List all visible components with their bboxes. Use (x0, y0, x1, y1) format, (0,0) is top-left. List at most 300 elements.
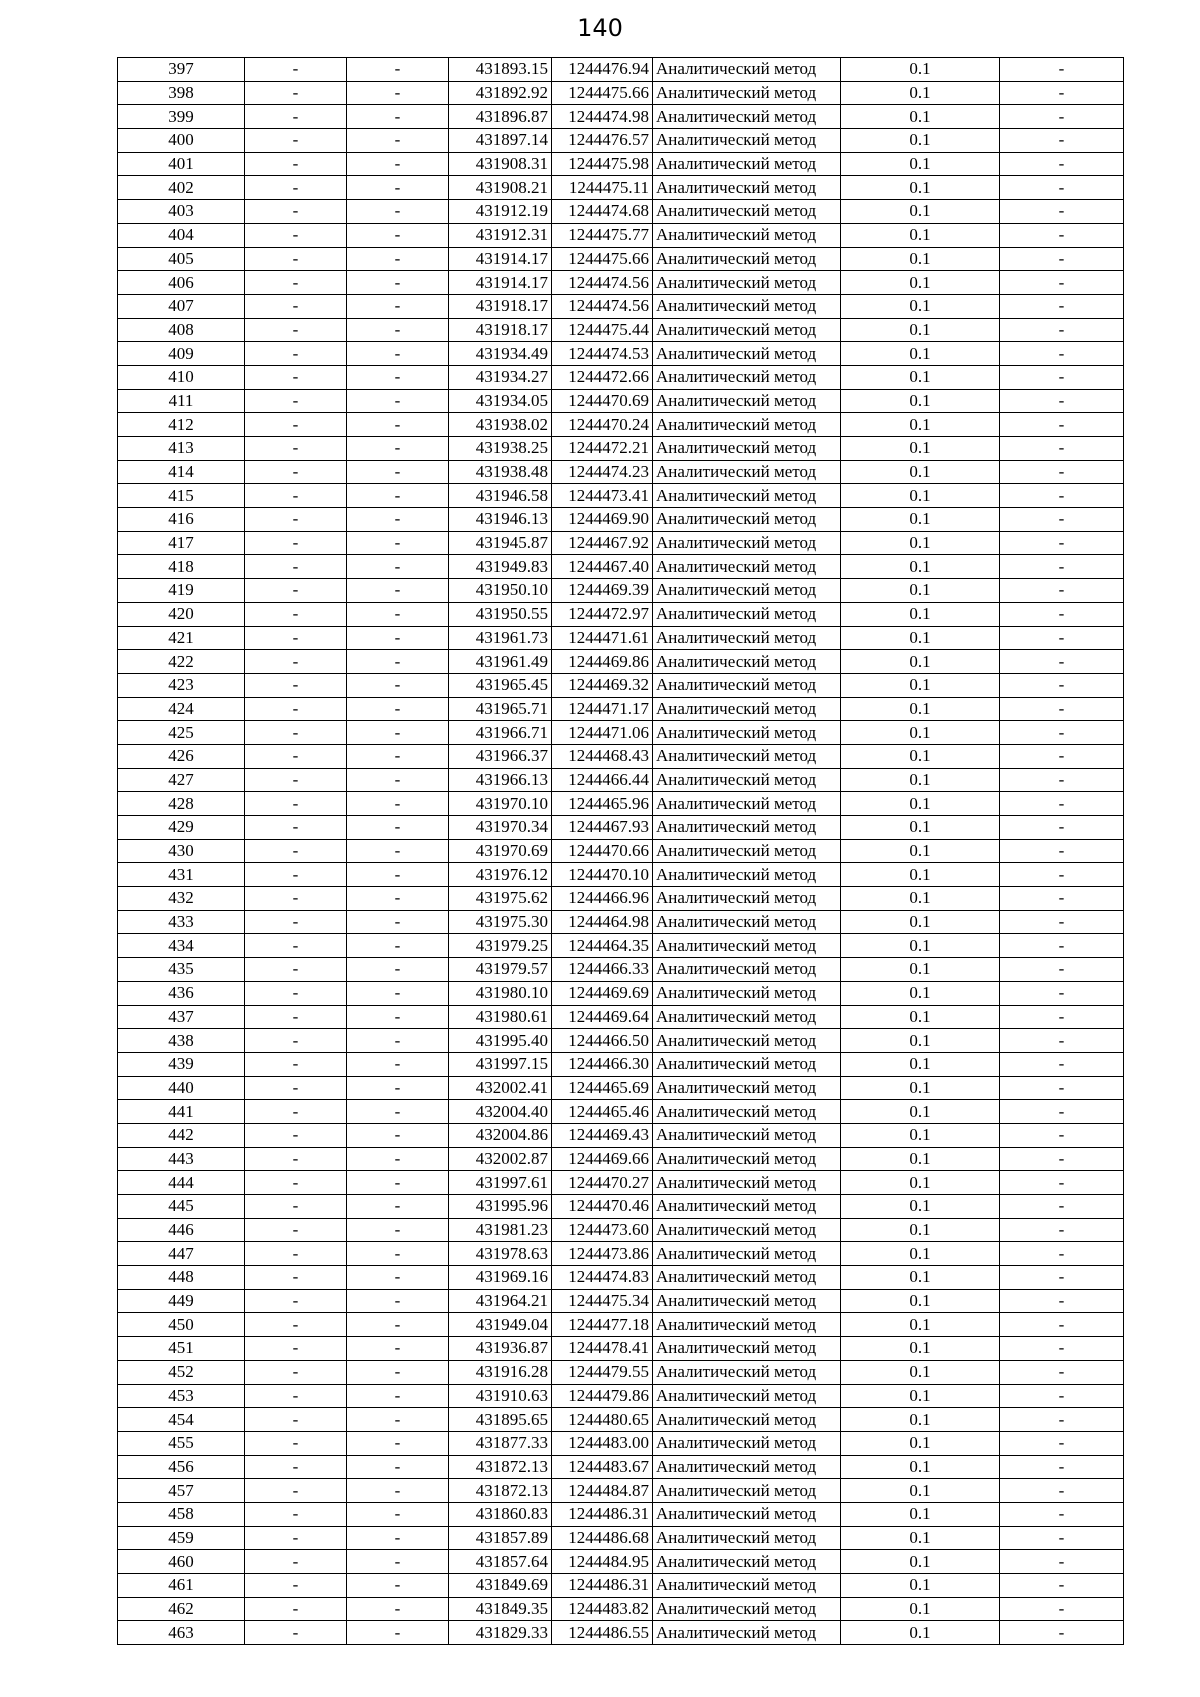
dash-cell: - (1000, 1360, 1124, 1384)
y-coordinate-cell: 1244469.32 (552, 673, 653, 697)
x-coordinate-cell: 431946.13 (449, 508, 552, 532)
y-coordinate-cell: 1244470.69 (552, 389, 653, 413)
x-coordinate-cell: 431970.34 (449, 816, 552, 840)
y-coordinate-cell: 1244465.46 (552, 1100, 653, 1124)
table-row (118, 1621, 1124, 1645)
dash-cell: - (1000, 1147, 1124, 1171)
dash-cell: - (245, 223, 347, 247)
method-cell: Аналитический метод (653, 958, 841, 982)
table-row (118, 1147, 1124, 1171)
point-number-cell: 450 (118, 1313, 245, 1337)
point-number-cell: 451 (118, 1337, 245, 1361)
dash-cell: - (347, 673, 449, 697)
point-number-cell: 427 (118, 768, 245, 792)
dash-cell: - (1000, 1313, 1124, 1337)
dash-cell: - (1000, 910, 1124, 934)
accuracy-cell: 0.1 (841, 437, 1000, 461)
point-number-cell: 417 (118, 531, 245, 555)
x-coordinate-cell: 431950.55 (449, 602, 552, 626)
dash-cell: - (1000, 744, 1124, 768)
y-coordinate-cell: 1244467.40 (552, 555, 653, 579)
y-coordinate-cell: 1244483.67 (552, 1455, 653, 1479)
accuracy-cell: 0.1 (841, 958, 1000, 982)
x-coordinate-cell: 431961.73 (449, 626, 552, 650)
table-row (118, 555, 1124, 579)
dash-cell: - (1000, 1289, 1124, 1313)
dash-cell: - (347, 342, 449, 366)
accuracy-cell: 0.1 (841, 1431, 1000, 1455)
dash-cell: - (347, 200, 449, 224)
table-row (118, 768, 1124, 792)
point-number-cell: 456 (118, 1455, 245, 1479)
y-coordinate-cell: 1244469.43 (552, 1123, 653, 1147)
accuracy-cell: 0.1 (841, 223, 1000, 247)
x-coordinate-cell: 431936.87 (449, 1337, 552, 1361)
dash-cell: - (347, 508, 449, 532)
dash-cell: - (347, 1052, 449, 1076)
method-cell: Аналитический метод (653, 1029, 841, 1053)
point-number-cell: 448 (118, 1266, 245, 1290)
x-coordinate-cell: 431997.15 (449, 1052, 552, 1076)
dash-cell: - (1000, 579, 1124, 603)
dash-cell: - (245, 200, 347, 224)
y-coordinate-cell: 1244484.95 (552, 1550, 653, 1574)
accuracy-cell: 0.1 (841, 152, 1000, 176)
table-row (118, 105, 1124, 129)
x-coordinate-cell: 431995.40 (449, 1029, 552, 1053)
dash-cell: - (1000, 650, 1124, 674)
accuracy-cell: 0.1 (841, 318, 1000, 342)
dash-cell: - (1000, 508, 1124, 532)
point-number-cell: 457 (118, 1479, 245, 1503)
table-row (118, 673, 1124, 697)
table-row (118, 721, 1124, 745)
dash-cell: - (347, 437, 449, 461)
dash-cell: - (347, 697, 449, 721)
y-coordinate-cell: 1244483.82 (552, 1597, 653, 1621)
table-row (118, 508, 1124, 532)
method-cell: Аналитический метод (653, 460, 841, 484)
dash-cell: - (245, 910, 347, 934)
dash-cell: - (347, 1479, 449, 1503)
dash-cell: - (1000, 1574, 1124, 1598)
accuracy-cell: 0.1 (841, 460, 1000, 484)
accuracy-cell: 0.1 (841, 650, 1000, 674)
point-number-cell: 454 (118, 1408, 245, 1432)
x-coordinate-cell: 431892.92 (449, 81, 552, 105)
accuracy-cell: 0.1 (841, 1005, 1000, 1029)
table-row (118, 413, 1124, 437)
x-coordinate-cell: 431961.49 (449, 650, 552, 674)
point-number-cell: 425 (118, 721, 245, 745)
x-coordinate-cell: 431938.48 (449, 460, 552, 484)
x-coordinate-cell: 431980.10 (449, 981, 552, 1005)
accuracy-cell: 0.1 (841, 1479, 1000, 1503)
dash-cell: - (347, 176, 449, 200)
table-row (118, 58, 1124, 82)
dash-cell: - (1000, 531, 1124, 555)
point-number-cell: 414 (118, 460, 245, 484)
y-coordinate-cell: 1244475.98 (552, 152, 653, 176)
method-cell: Аналитический метод (653, 934, 841, 958)
accuracy-cell: 0.1 (841, 342, 1000, 366)
y-coordinate-cell: 1244469.69 (552, 981, 653, 1005)
dash-cell: - (1000, 1408, 1124, 1432)
dash-cell: - (1000, 792, 1124, 816)
method-cell: Аналитический метод (653, 1218, 841, 1242)
table-row (118, 1455, 1124, 1479)
dash-cell: - (1000, 887, 1124, 911)
dash-cell: - (347, 152, 449, 176)
accuracy-cell: 0.1 (841, 1266, 1000, 1290)
dash-cell: - (1000, 816, 1124, 840)
point-number-cell: 411 (118, 389, 245, 413)
y-coordinate-cell: 1244469.86 (552, 650, 653, 674)
dash-cell: - (245, 887, 347, 911)
dash-cell: - (1000, 1431, 1124, 1455)
dash-cell: - (245, 247, 347, 271)
method-cell: Аналитический метод (653, 721, 841, 745)
table-row (118, 1076, 1124, 1100)
dash-cell: - (347, 1550, 449, 1574)
accuracy-cell: 0.1 (841, 413, 1000, 437)
dash-cell: - (347, 1455, 449, 1479)
dash-cell: - (245, 1550, 347, 1574)
method-cell: Аналитический метод (653, 318, 841, 342)
x-coordinate-cell: 431872.13 (449, 1455, 552, 1479)
table-row (118, 887, 1124, 911)
accuracy-cell: 0.1 (841, 673, 1000, 697)
y-coordinate-cell: 1244464.35 (552, 934, 653, 958)
table-row (118, 1242, 1124, 1266)
accuracy-cell: 0.1 (841, 1502, 1000, 1526)
x-coordinate-cell: 431980.61 (449, 1005, 552, 1029)
accuracy-cell: 0.1 (841, 1195, 1000, 1219)
dash-cell: - (347, 1147, 449, 1171)
dash-cell: - (245, 792, 347, 816)
dash-cell: - (347, 1431, 449, 1455)
x-coordinate-cell: 431995.96 (449, 1195, 552, 1219)
table-row (118, 934, 1124, 958)
y-coordinate-cell: 1244466.50 (552, 1029, 653, 1053)
point-number-cell: 419 (118, 579, 245, 603)
point-number-cell: 429 (118, 816, 245, 840)
method-cell: Аналитический метод (653, 768, 841, 792)
method-cell: Аналитический метод (653, 910, 841, 934)
dash-cell: - (347, 1005, 449, 1029)
y-coordinate-cell: 1244476.94 (552, 58, 653, 82)
dash-cell: - (347, 863, 449, 887)
dash-cell: - (347, 1502, 449, 1526)
point-number-cell: 452 (118, 1360, 245, 1384)
y-coordinate-cell: 1244464.98 (552, 910, 653, 934)
x-coordinate-cell: 431908.21 (449, 176, 552, 200)
dash-cell: - (1000, 768, 1124, 792)
dash-cell: - (245, 1266, 347, 1290)
dash-cell: - (347, 271, 449, 295)
table-row (118, 792, 1124, 816)
y-coordinate-cell: 1244469.64 (552, 1005, 653, 1029)
dash-cell: - (347, 626, 449, 650)
dash-cell: - (1000, 1195, 1124, 1219)
x-coordinate-cell: 431849.35 (449, 1597, 552, 1621)
table-row (118, 958, 1124, 982)
dash-cell: - (347, 1597, 449, 1621)
x-coordinate-cell: 431857.64 (449, 1550, 552, 1574)
method-cell: Аналитический метод (653, 792, 841, 816)
dash-cell: - (347, 105, 449, 129)
table-row (118, 223, 1124, 247)
dash-cell: - (245, 934, 347, 958)
point-number-cell: 443 (118, 1147, 245, 1171)
x-coordinate-cell: 431872.13 (449, 1479, 552, 1503)
point-number-cell: 436 (118, 981, 245, 1005)
x-coordinate-cell: 431975.30 (449, 910, 552, 934)
y-coordinate-cell: 1244470.27 (552, 1171, 653, 1195)
point-number-cell: 439 (118, 1052, 245, 1076)
accuracy-cell: 0.1 (841, 247, 1000, 271)
accuracy-cell: 0.1 (841, 1360, 1000, 1384)
method-cell: Аналитический метод (653, 1526, 841, 1550)
point-number-cell: 455 (118, 1431, 245, 1455)
point-number-cell: 399 (118, 105, 245, 129)
accuracy-cell: 0.1 (841, 200, 1000, 224)
y-coordinate-cell: 1244479.55 (552, 1360, 653, 1384)
y-coordinate-cell: 1244470.46 (552, 1195, 653, 1219)
table-row (118, 1597, 1124, 1621)
point-number-cell: 401 (118, 152, 245, 176)
method-cell: Аналитический метод (653, 342, 841, 366)
dash-cell: - (245, 1147, 347, 1171)
method-cell: Аналитический метод (653, 1313, 841, 1337)
point-number-cell: 424 (118, 697, 245, 721)
dash-cell: - (245, 839, 347, 863)
y-coordinate-cell: 1244466.96 (552, 887, 653, 911)
y-coordinate-cell: 1244474.83 (552, 1266, 653, 1290)
y-coordinate-cell: 1244469.90 (552, 508, 653, 532)
dash-cell: - (347, 1360, 449, 1384)
dash-cell: - (1000, 1242, 1124, 1266)
x-coordinate-cell: 431966.13 (449, 768, 552, 792)
accuracy-cell: 0.1 (841, 105, 1000, 129)
accuracy-cell: 0.1 (841, 697, 1000, 721)
table-row (118, 1431, 1124, 1455)
y-coordinate-cell: 1244472.97 (552, 602, 653, 626)
table-row (118, 200, 1124, 224)
method-cell: Аналитический метод (653, 365, 841, 389)
y-coordinate-cell: 1244470.10 (552, 863, 653, 887)
table-row (118, 816, 1124, 840)
accuracy-cell: 0.1 (841, 1574, 1000, 1598)
accuracy-cell: 0.1 (841, 271, 1000, 295)
accuracy-cell: 0.1 (841, 1123, 1000, 1147)
dash-cell: - (1000, 981, 1124, 1005)
dash-cell: - (245, 1479, 347, 1503)
x-coordinate-cell: 431877.33 (449, 1431, 552, 1455)
dash-cell: - (1000, 152, 1124, 176)
table-row (118, 1408, 1124, 1432)
point-number-cell: 453 (118, 1384, 245, 1408)
dash-cell: - (347, 555, 449, 579)
accuracy-cell: 0.1 (841, 531, 1000, 555)
dash-cell: - (347, 744, 449, 768)
point-number-cell: 462 (118, 1597, 245, 1621)
method-cell: Аналитический метод (653, 1171, 841, 1195)
x-coordinate-cell: 431976.12 (449, 863, 552, 887)
dash-cell: - (245, 1621, 347, 1645)
point-number-cell: 428 (118, 792, 245, 816)
dash-cell: - (1000, 200, 1124, 224)
dash-cell: - (245, 1384, 347, 1408)
method-cell: Аналитический метод (653, 981, 841, 1005)
point-number-cell: 418 (118, 555, 245, 579)
y-coordinate-cell: 1244474.56 (552, 294, 653, 318)
dash-cell: - (347, 1171, 449, 1195)
x-coordinate-cell: 431981.23 (449, 1218, 552, 1242)
dash-cell: - (1000, 1029, 1124, 1053)
dash-cell: - (347, 413, 449, 437)
dash-cell: - (1000, 1076, 1124, 1100)
accuracy-cell: 0.1 (841, 1337, 1000, 1361)
y-coordinate-cell: 1244472.21 (552, 437, 653, 461)
y-coordinate-cell: 1244475.11 (552, 176, 653, 200)
y-coordinate-cell: 1244471.61 (552, 626, 653, 650)
dash-cell: - (1000, 1597, 1124, 1621)
y-coordinate-cell: 1244471.17 (552, 697, 653, 721)
method-cell: Аналитический метод (653, 1076, 841, 1100)
dash-cell: - (245, 1360, 347, 1384)
method-cell: Аналитический метод (653, 744, 841, 768)
table-row (118, 697, 1124, 721)
method-cell: Аналитический метод (653, 697, 841, 721)
dash-cell: - (347, 531, 449, 555)
dash-cell: - (347, 247, 449, 271)
accuracy-cell: 0.1 (841, 1526, 1000, 1550)
point-number-cell: 461 (118, 1574, 245, 1598)
dash-cell: - (245, 697, 347, 721)
point-number-cell: 423 (118, 673, 245, 697)
accuracy-cell: 0.1 (841, 887, 1000, 911)
x-coordinate-cell: 431997.61 (449, 1171, 552, 1195)
table-row (118, 1479, 1124, 1503)
dash-cell: - (347, 1384, 449, 1408)
dash-cell: - (245, 673, 347, 697)
point-number-cell: 402 (118, 176, 245, 200)
y-coordinate-cell: 1244475.44 (552, 318, 653, 342)
y-coordinate-cell: 1244471.06 (552, 721, 653, 745)
dash-cell: - (1000, 1384, 1124, 1408)
accuracy-cell: 0.1 (841, 1052, 1000, 1076)
point-number-cell: 433 (118, 910, 245, 934)
method-cell: Аналитический метод (653, 389, 841, 413)
accuracy-cell: 0.1 (841, 1171, 1000, 1195)
dash-cell: - (347, 1100, 449, 1124)
dash-cell: - (245, 531, 347, 555)
x-coordinate-cell: 431893.15 (449, 58, 552, 82)
x-coordinate-cell: 432004.86 (449, 1123, 552, 1147)
dash-cell: - (245, 413, 347, 437)
point-number-cell: 408 (118, 318, 245, 342)
method-cell: Аналитический метод (653, 650, 841, 674)
dash-cell: - (1000, 863, 1124, 887)
table-row (118, 839, 1124, 863)
dash-cell: - (245, 1289, 347, 1313)
dash-cell: - (1000, 555, 1124, 579)
x-coordinate-cell: 431895.65 (449, 1408, 552, 1432)
accuracy-cell: 0.1 (841, 579, 1000, 603)
method-cell: Аналитический метод (653, 200, 841, 224)
dash-cell: - (347, 816, 449, 840)
table-row (118, 1029, 1124, 1053)
method-cell: Аналитический метод (653, 1550, 841, 1574)
point-number-cell: 446 (118, 1218, 245, 1242)
method-cell: Аналитический метод (653, 1360, 841, 1384)
method-cell: Аналитический метод (653, 152, 841, 176)
dash-cell: - (347, 792, 449, 816)
accuracy-cell: 0.1 (841, 981, 1000, 1005)
dash-cell: - (1000, 294, 1124, 318)
dash-cell: - (245, 460, 347, 484)
dash-cell: - (1000, 223, 1124, 247)
table-row (118, 389, 1124, 413)
dash-cell: - (245, 1431, 347, 1455)
dash-cell: - (347, 484, 449, 508)
dash-cell: - (347, 318, 449, 342)
dash-cell: - (347, 1242, 449, 1266)
table-row (118, 365, 1124, 389)
y-coordinate-cell: 1244486.68 (552, 1526, 653, 1550)
method-cell: Аналитический метод (653, 1266, 841, 1290)
accuracy-cell: 0.1 (841, 792, 1000, 816)
dash-cell: - (245, 152, 347, 176)
point-number-cell: 460 (118, 1550, 245, 1574)
dash-cell: - (347, 1123, 449, 1147)
dash-cell: - (347, 1195, 449, 1219)
point-number-cell: 463 (118, 1621, 245, 1645)
table-row (118, 176, 1124, 200)
accuracy-cell: 0.1 (841, 1218, 1000, 1242)
dash-cell: - (347, 365, 449, 389)
x-coordinate-cell: 431918.17 (449, 318, 552, 342)
y-coordinate-cell: 1244474.23 (552, 460, 653, 484)
dash-cell: - (1000, 1218, 1124, 1242)
y-coordinate-cell: 1244473.41 (552, 484, 653, 508)
table-row (118, 1052, 1124, 1076)
accuracy-cell: 0.1 (841, 176, 1000, 200)
y-coordinate-cell: 1244469.66 (552, 1147, 653, 1171)
y-coordinate-cell: 1244479.86 (552, 1384, 653, 1408)
dash-cell: - (245, 863, 347, 887)
point-number-cell: 426 (118, 744, 245, 768)
method-cell: Аналитический метод (653, 816, 841, 840)
x-coordinate-cell: 431949.04 (449, 1313, 552, 1337)
accuracy-cell: 0.1 (841, 365, 1000, 389)
dash-cell: - (1000, 342, 1124, 366)
point-number-cell: 405 (118, 247, 245, 271)
accuracy-cell: 0.1 (841, 1455, 1000, 1479)
table-row (118, 81, 1124, 105)
y-coordinate-cell: 1244477.18 (552, 1313, 653, 1337)
accuracy-cell: 0.1 (841, 294, 1000, 318)
dash-cell: - (347, 1029, 449, 1053)
point-number-cell: 432 (118, 887, 245, 911)
y-coordinate-cell: 1244469.39 (552, 579, 653, 603)
y-coordinate-cell: 1244475.66 (552, 81, 653, 105)
table-row (118, 271, 1124, 295)
accuracy-cell: 0.1 (841, 58, 1000, 82)
method-cell: Аналитический метод (653, 413, 841, 437)
dash-cell: - (347, 129, 449, 153)
